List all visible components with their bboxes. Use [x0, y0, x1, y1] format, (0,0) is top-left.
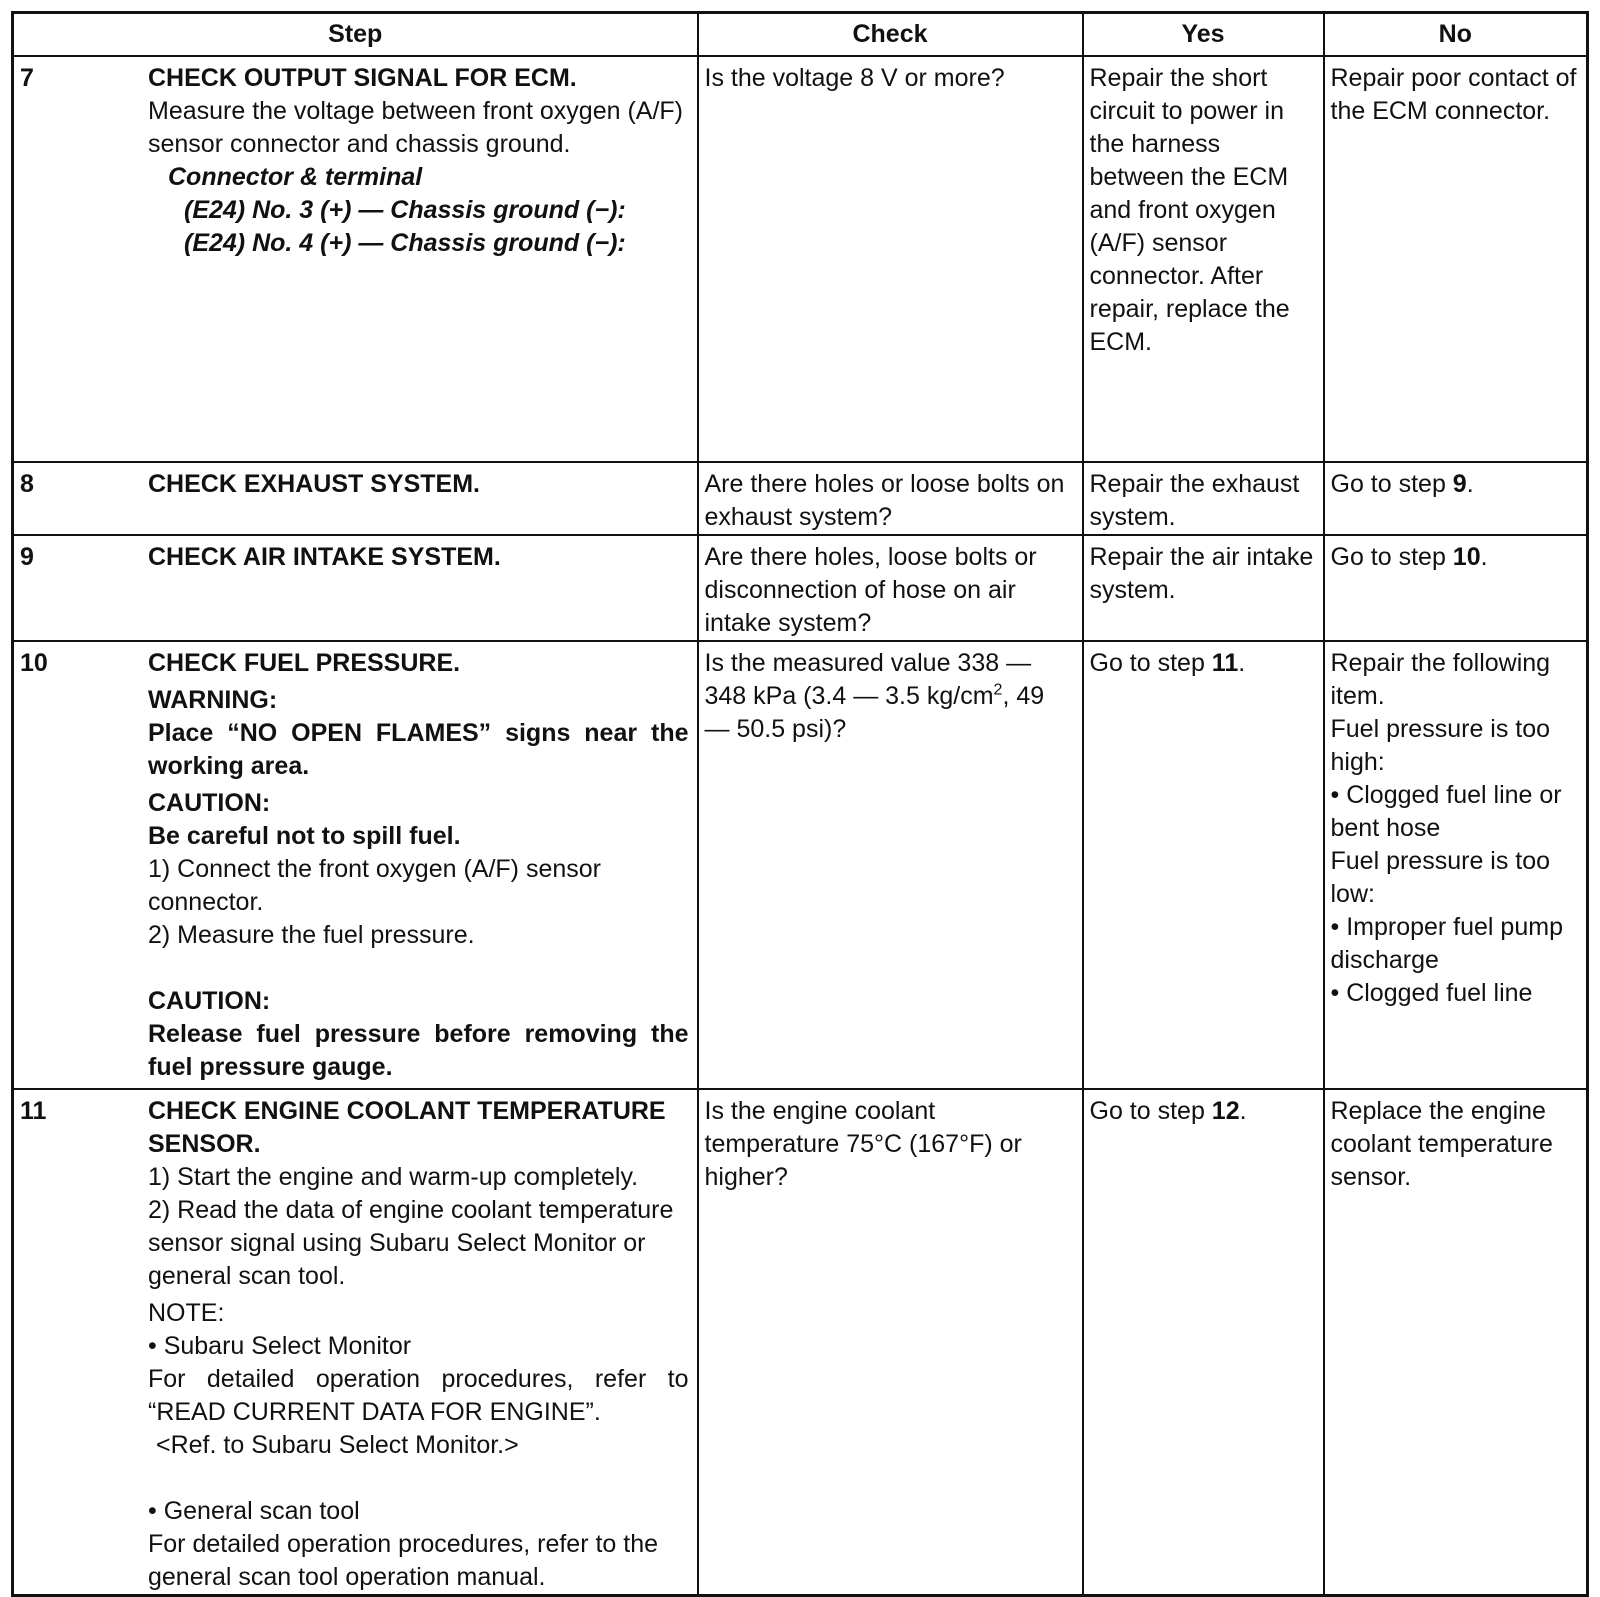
check-text: Is the voltage 8 V or more? [704, 64, 1005, 92]
yes-cell [1083, 1089, 1324, 1596]
yes-text [1084, 1090, 1323, 1128]
goto-prefix: Go to step [1089, 649, 1212, 677]
check-text: Are there holes or loose bolts on exhaust system? [704, 470, 1065, 531]
caution-label: CAUTION: [148, 987, 271, 1015]
header-yes: Yes [1083, 13, 1324, 57]
step-cell [13, 641, 698, 1089]
table-row [13, 535, 1588, 641]
step-title: CHECK ENGINE COOLANT TEMPERATURE SENSOR. [148, 1097, 666, 1158]
terminal-spec: (E24) No. 3 (+) — Chassis ground (−): [184, 196, 626, 224]
check-cell [698, 1089, 1083, 1596]
note-item: • Subaru Select Monitor [148, 1332, 412, 1360]
caution-text: Be careful not to spill fuel. [148, 822, 461, 850]
header-step: Step [13, 13, 698, 57]
goto-suffix: . [1238, 649, 1246, 677]
yes-text: Repair the air intake system. [1089, 543, 1314, 604]
goto-step-link[interactable]: 10 [1452, 543, 1481, 571]
check-text [699, 642, 1082, 746]
superscript: 2 [993, 681, 1003, 699]
no-line: • Clogged fuel line [1330, 979, 1533, 1007]
step-cell [13, 56, 698, 462]
no-line: Fuel pressure is too low: [1330, 847, 1551, 908]
warning-label: WARNING: [148, 686, 278, 714]
step-title: CHECK AIR INTAKE SYSTEM. [148, 543, 501, 571]
no-cell [1324, 1089, 1588, 1596]
yes-cell [1083, 641, 1324, 1089]
step-title: CHECK FUEL PRESSURE. [148, 649, 461, 677]
goto-step-link[interactable]: 9 [1452, 470, 1467, 498]
connector-label: Connector & terminal [168, 163, 423, 191]
no-line: • Improper fuel pump discharge [1330, 913, 1563, 974]
goto-prefix: Go to step [1330, 470, 1453, 498]
caution-text: Release fuel pressure before removing the fuel pressure gauge. [148, 1020, 689, 1081]
yes-text: Repair the short circuit to power in the harness between the ECM and front oxygen (A/F) sensor connector. After repair, replace the ECM. [1089, 64, 1290, 356]
yes-text [1084, 642, 1323, 680]
no-text [1325, 463, 1587, 501]
procedure-step: 1) Connect the front oxygen (A/F) sensor connector. [148, 855, 601, 916]
no-line: Fuel pressure is too high: [1330, 715, 1551, 776]
step-number: 8 [20, 470, 34, 498]
step-number: 9 [20, 543, 34, 571]
check-text: Is the engine coolant temperature 75°C (167°F) or higher? [704, 1097, 1022, 1191]
terminal-spec: (E24) No. 4 (+) — Chassis ground (−): [184, 229, 626, 257]
header-check: Check [698, 13, 1083, 57]
check-text-part: Is the measured value 338 — 348 kPa (3.4 — 3.5 kg/cm [704, 649, 1032, 710]
step-number: 10 [20, 649, 48, 677]
header-no: No [1324, 13, 1588, 57]
check-cell [698, 641, 1083, 1089]
yes-cell [1083, 462, 1324, 535]
no-cell [1324, 641, 1588, 1089]
yes-cell [1083, 535, 1324, 641]
procedure-step: 2) Read the data of engine coolant temperature sensor signal using Subaru Select Monitor or general scan tool. [148, 1196, 674, 1290]
step-title: CHECK OUTPUT SIGNAL FOR ECM. [148, 64, 577, 92]
diagnostic-table [11, 11, 1589, 1597]
no-line: Repair the following item. [1330, 649, 1551, 710]
note-item: • General scan tool [148, 1497, 360, 1525]
note-item: For detailed operation procedures, refer to the general scan tool operation manual. [148, 1530, 659, 1591]
check-text: Are there holes, loose bolts or disconnection of hose on air intake system? [704, 543, 1037, 637]
goto-suffix: . [1239, 1097, 1247, 1125]
no-text: Repair poor contact of the ECM connector. [1330, 64, 1577, 125]
goto-suffix: . [1480, 543, 1488, 571]
check-cell [698, 462, 1083, 535]
table-row [13, 56, 1588, 462]
goto-prefix: Go to step [1089, 1097, 1212, 1125]
procedure-step: 2) Measure the fuel pressure. [148, 921, 475, 949]
reference-link[interactable]: <Ref. to Subaru Select Monitor.> [156, 1431, 519, 1459]
yes-cell [1083, 56, 1324, 462]
step-cell [13, 1089, 698, 1596]
step-instruction: Measure the voltage between front oxygen (A/F) sensor connector and chassis ground. [148, 97, 684, 158]
no-text [1325, 536, 1587, 574]
no-cell [1324, 462, 1588, 535]
check-cell [698, 56, 1083, 462]
goto-prefix: Go to step [1330, 543, 1453, 571]
caution-label: CAUTION: [148, 789, 271, 817]
step-title: CHECK EXHAUST SYSTEM. [148, 470, 480, 498]
step-number: 7 [20, 64, 34, 92]
yes-text: Repair the exhaust system. [1089, 470, 1300, 531]
goto-step-link[interactable]: 11 [1211, 649, 1239, 677]
no-line: • Clogged fuel line or bent hose [1330, 781, 1562, 842]
no-cell [1324, 535, 1588, 641]
step-cell [13, 462, 698, 535]
warning-text: Place “NO OPEN FLAMES” signs near the working area. [148, 719, 689, 780]
table-row [13, 462, 1588, 535]
check-cell [698, 535, 1083, 641]
goto-suffix: . [1466, 470, 1474, 498]
table-row [13, 641, 1588, 1089]
table-row [13, 1089, 1588, 1596]
step-number: 11 [20, 1097, 47, 1125]
note-item: For detailed operation procedures, refer to “READ CURRENT DATA FOR ENGINE”. [148, 1365, 689, 1426]
no-cell [1324, 56, 1588, 462]
step-cell [13, 535, 698, 641]
note-label: NOTE: [148, 1299, 225, 1327]
check-text-part: , 49 — 50.5 psi)? [704, 682, 1045, 743]
procedure-step: 1) Start the engine and warm-up completely. [148, 1163, 639, 1191]
header-row [13, 13, 1588, 57]
goto-step-link[interactable]: 12 [1211, 1097, 1240, 1125]
no-text: Replace the engine coolant temperature sensor. [1330, 1097, 1553, 1191]
